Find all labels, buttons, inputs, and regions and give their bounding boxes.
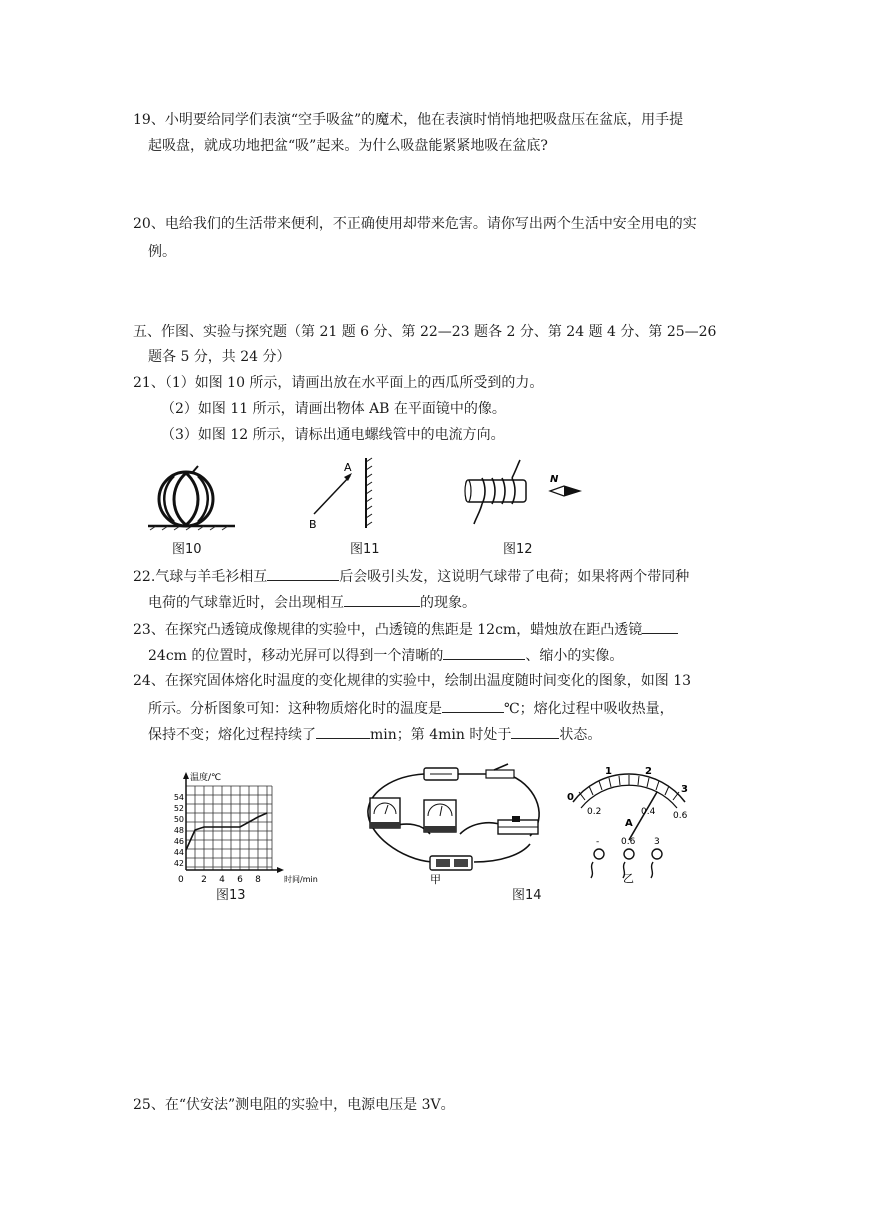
figure-11-label-b: B (309, 518, 317, 531)
figure-13-ytick: 54 (173, 793, 184, 802)
q23-blank-1[interactable] (642, 619, 678, 634)
q24-blank-2[interactable] (316, 724, 370, 739)
q21-part3: （3）如图 12 所示，请标出通电螺线管中的电流方向。 (161, 427, 505, 443)
figure-13-xtick: 6 (237, 875, 243, 885)
figure-12-label-n: N (550, 474, 559, 485)
figure-11-plane-mirror (300, 456, 380, 536)
figure-13-xtick: 2 (201, 875, 207, 885)
ammeter-inner-tick: 0.2 (587, 807, 602, 817)
ammeter-inner-tick: 0.6 (673, 811, 688, 821)
figure-13-ytick: 42 (173, 859, 184, 868)
ammeter-terminal-label: 3 (654, 837, 660, 847)
q21-part2: （2）如图 11 所示，请画出物体 AB 在平面镜中的像。 (161, 401, 506, 417)
q22-line1 (133, 566, 689, 587)
figure-11-label-a: A (344, 461, 352, 474)
ammeter-terminal-label: - (596, 837, 600, 847)
ammeter-unit: A (625, 818, 633, 829)
figure-11-caption: 图11 (350, 542, 380, 557)
ammeter-outer-tick: 3 (681, 784, 688, 795)
figure-14b-ammeter (565, 766, 695, 885)
q24-blank-3[interactable] (511, 724, 559, 739)
figure-14a-circuit (362, 764, 547, 884)
q22-line2 (148, 592, 476, 613)
q22-line2-text-b: 的现象。 (420, 595, 476, 611)
q20-line1: 20、电给我们的生活带来便利，不正确使用却带来危害。请你写出两个生活中安全用电的实 (133, 216, 697, 232)
figure-13-xlabel: 时间/min (284, 875, 318, 884)
q22-blank-2[interactable] (344, 592, 420, 607)
figure-13-graph (168, 770, 328, 886)
ammeter-outer-tick: 1 (605, 766, 612, 777)
figure-13-ylabel: 温度/℃ (190, 773, 222, 783)
q24-line2 (148, 698, 674, 719)
q22-line1-text-b: 后会吸引头发，这说明气球带了电荷；如果将两个带同种 (339, 569, 690, 585)
q24-line2-text-b: ℃；熔化过程中吸收热量， (504, 701, 674, 717)
q23-line1-text: 23、在探究凸透镜成像规律的实验中，凸透镜的焦距是 12cm，蜡烛放在距凸透镜 (133, 622, 643, 638)
q23-line2-text-a: 24cm 的位置时，移动光屏可以得到一个清晰的 (148, 648, 444, 664)
q24-line1: 24、在探究固体熔化时温度的变化规律的实验中，绘制出温度随时间变化的图象，如图 13 (133, 673, 692, 689)
q24-line3 (148, 724, 601, 745)
figure-14-sub-b: 乙 (623, 872, 634, 885)
q19-line1: 19、小明要给同学们表演“空手吸盆”的魔术，他在表演时悄悄地把吸盘压在盆底，用手提 (133, 112, 684, 128)
figure-13-caption: 图13 (216, 888, 246, 903)
figure-14-sub-a: 甲 (430, 873, 441, 886)
q21-part1: 21、（1）如图 10 所示，请画出放在水平面上的西瓜所受到的力。 (133, 375, 544, 391)
q23-line2-text-b: 、缩小的实像。 (525, 648, 624, 664)
section5-heading-line2: 题各 5 分，共 24 分） (148, 349, 291, 365)
q24-line3-text-b: min；第 4min 时处于 (370, 727, 512, 743)
ammeter-outer-tick: 0 (567, 792, 574, 803)
figure-12-caption: 图12 (503, 542, 533, 557)
q24-line3-text-a: 保持不变；熔化过程持续了 (148, 727, 316, 743)
figure-13-ytick: 44 (173, 848, 184, 857)
figure-10-caption: 图10 (172, 542, 202, 557)
q25-line1: 25、在“伏安法”测电阻的实验中，电源电压是 3V。 (133, 1097, 455, 1113)
q22-blank-1[interactable] (267, 566, 339, 581)
q23-blank-2[interactable] (443, 645, 525, 660)
q19-line2: 起吸盘，就成功地把盆“吸”起来。为什么吸盘能紧紧地吸在盆底? (148, 138, 548, 154)
q22-line2-text-a: 电荷的气球靠近时，会出现相互 (148, 595, 344, 611)
q22-line1-text-a: 22.气球与羊毛衫相互 (133, 569, 268, 585)
ammeter-outer-tick: 2 (645, 766, 652, 777)
figure-13-origin: 0 (178, 875, 184, 885)
figure-13-ytick: 48 (173, 826, 184, 835)
figure-10-watermelon (140, 462, 240, 532)
q23-line1 (133, 619, 678, 640)
ammeter-inner-tick: 0.4 (641, 807, 656, 817)
figure-12-solenoid (462, 460, 592, 530)
figure-13-ytick: 46 (173, 837, 184, 846)
q20-line2: 例。 (148, 244, 176, 260)
figure-14-caption: 图14 (512, 888, 542, 903)
figure-13-xtick: 8 (255, 875, 261, 885)
q24-blank-1[interactable] (442, 698, 504, 713)
section5-heading-line1: 五、作图、实验与探究题（第 21 题 6 分、第 22—23 题各 2 分、第 24 题 4 分、第 25—26 (133, 324, 717, 340)
q23-line2 (148, 645, 623, 666)
q24-line2-text-a: 所示。分析图象可知：这种物质熔化时的温度是 (148, 701, 442, 717)
figure-13-xtick: 4 (219, 875, 225, 885)
ammeter-terminal-label: 0.6 (621, 837, 636, 847)
figure-13-ytick: 50 (173, 815, 184, 824)
figure-13-ytick: 52 (173, 804, 184, 813)
q24-line3-text-c: 状态。 (559, 727, 602, 743)
